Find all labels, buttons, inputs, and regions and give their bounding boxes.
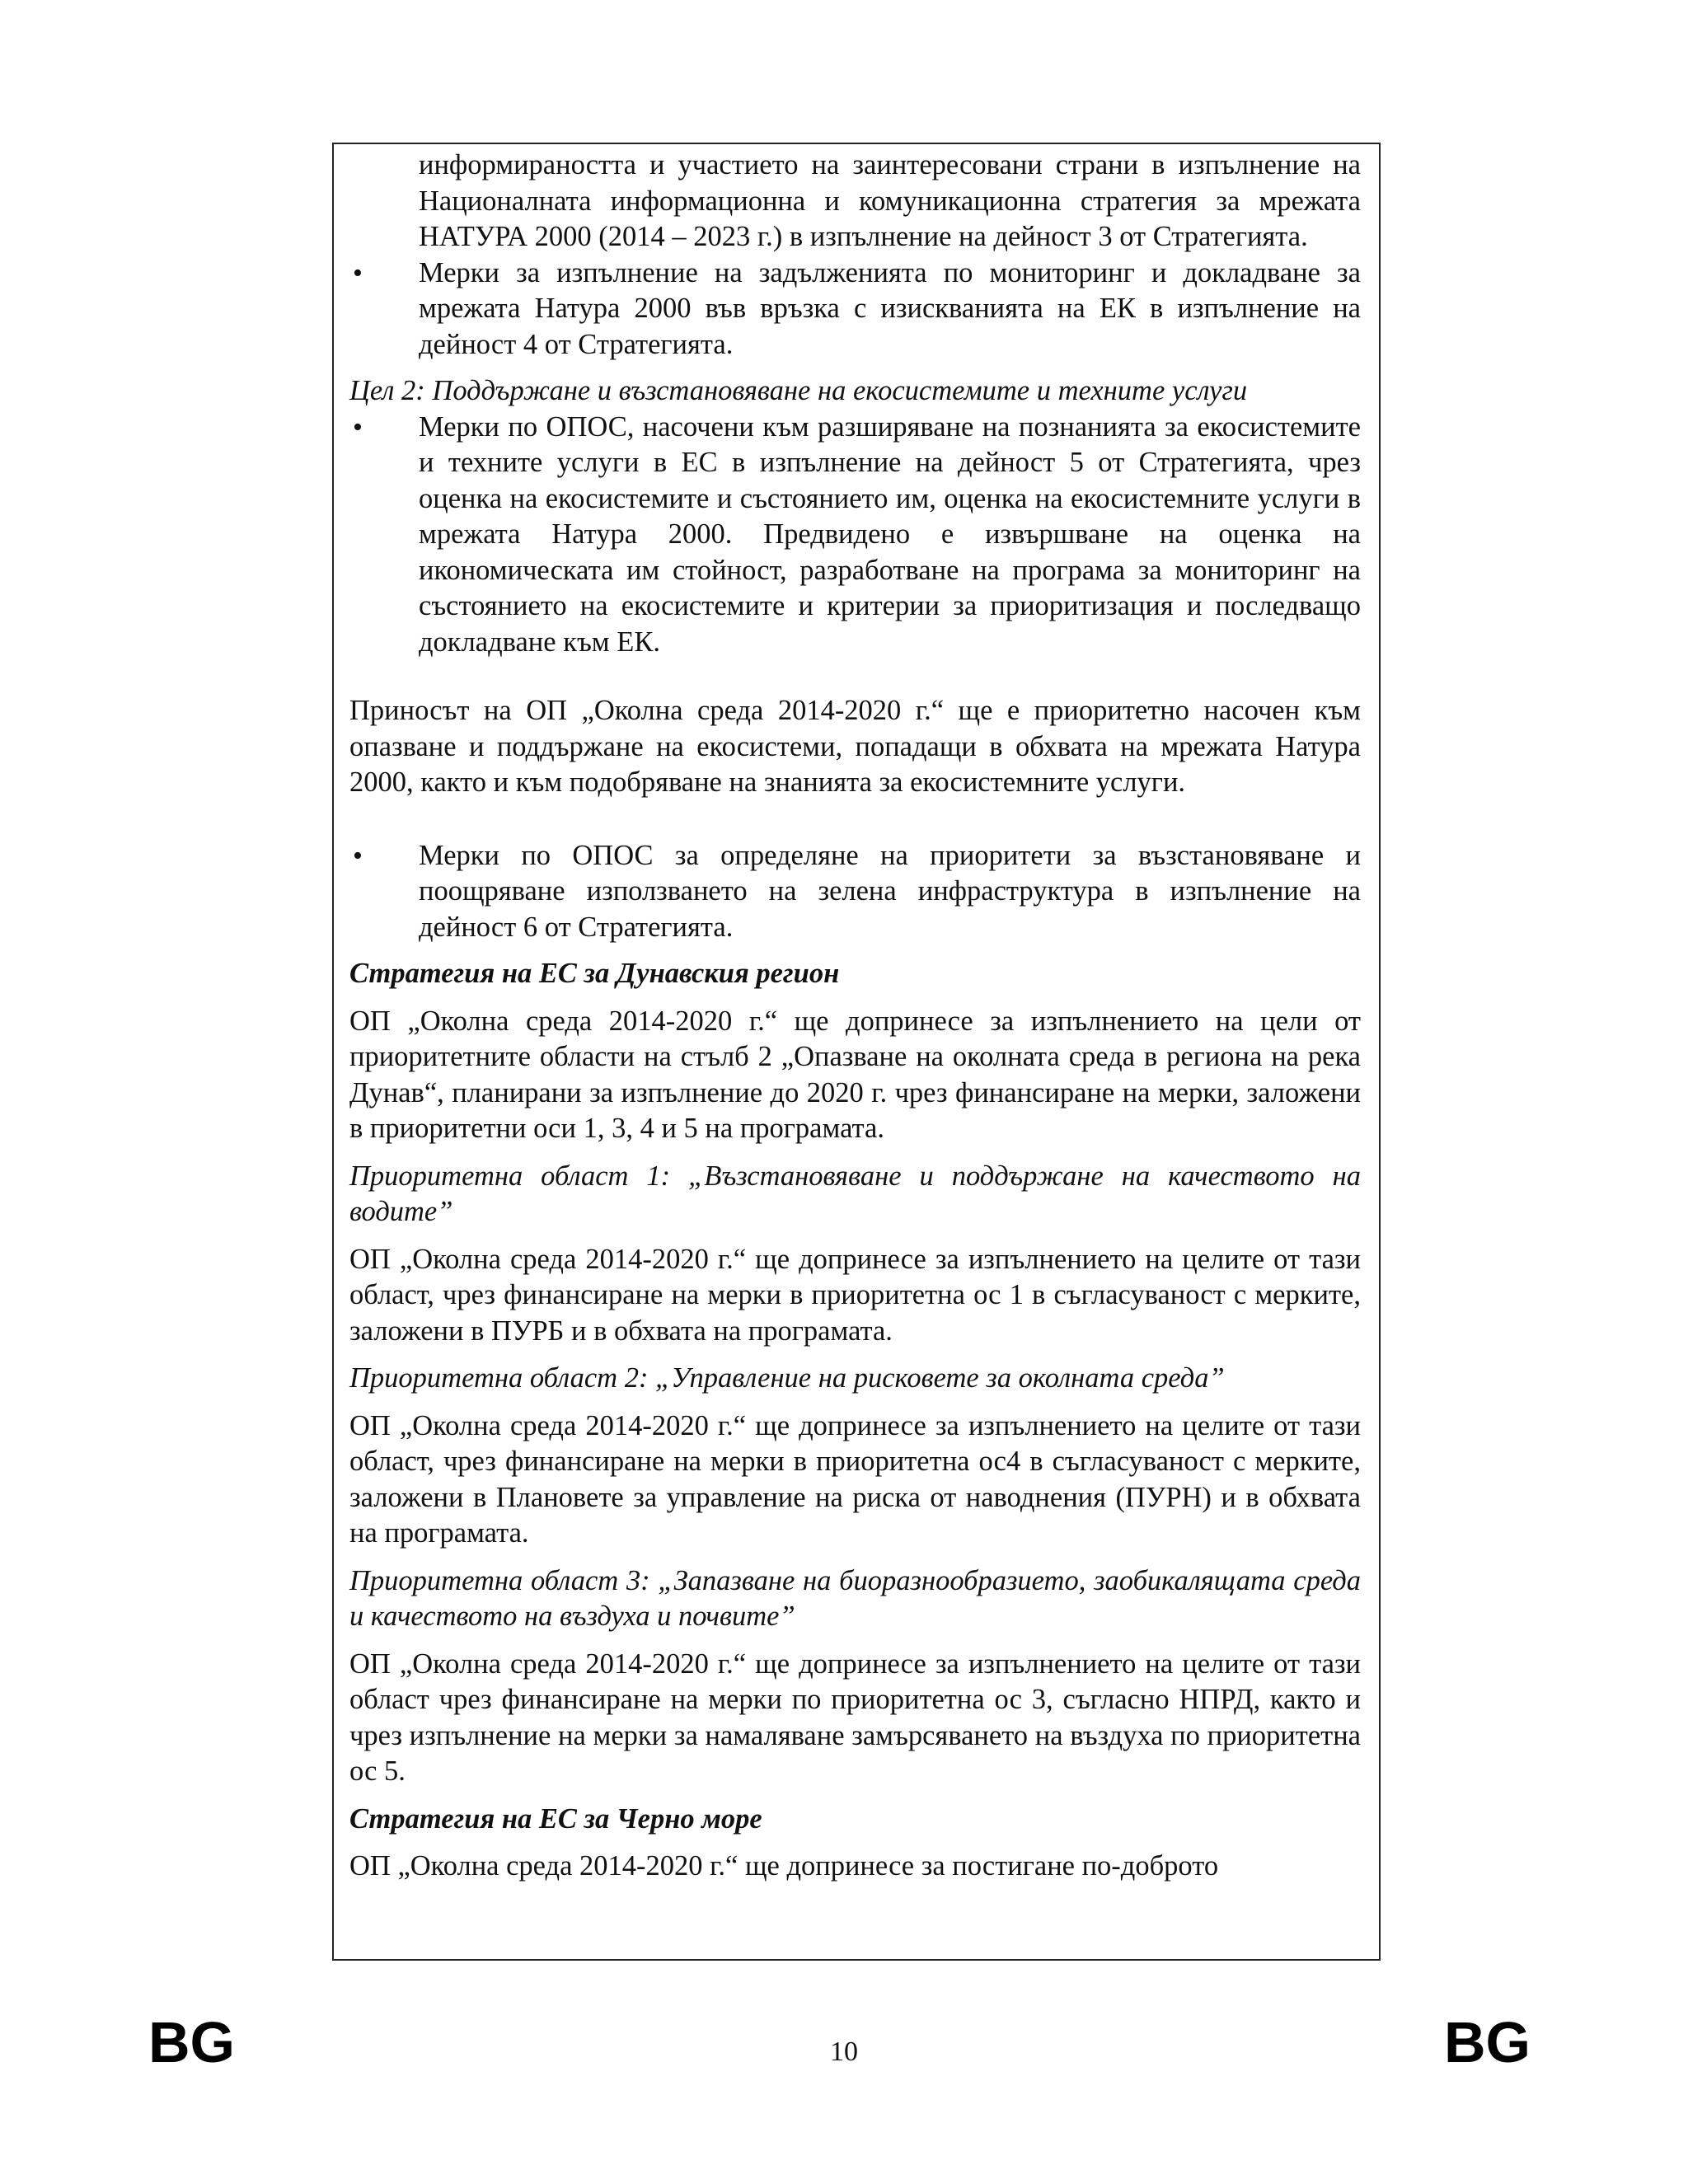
bullet-icon: •	[353, 840, 363, 871]
black-sea-paragraph: ОП „Околна среда 2014-2020 г.“ ще допринесе за постигане по-доброто	[349, 1850, 1219, 1882]
continued-paragraph: информираността и участието на заинтересовани страни в изпълнение на Националната информационна и комуникационна стратегия за мрежата НАТУРА 2000 (2014 – 2023 г.) в изпълнение на дейност 3 от Стратегията.	[419, 149, 1361, 252]
language-mark-left: BG	[148, 2010, 235, 2074]
danube-paragraph: ОП „Околна среда 2014-2020 г.“ ще допринесе за изпълнението на цели от приоритетните области на стълб 2 „Опазване на околната среда в региона на река Дунав“, планирани за изпълнение до 2020 г. чрез финансиране на мерки, заложени в приоритетни оси 1, 3, 4 и 5 на програмата.	[349, 1005, 1361, 1144]
page-number: 10	[830, 2036, 858, 2067]
priority-area-3-heading: Приоритетна област 3: „Запазване на биоразнообразието, заобикалящата среда и качеството на въздуха и почвите”	[349, 1564, 1361, 1632]
contribution-paragraph: Приносът на ОП „Околна среда 2014-2020 г.“ ще е приоритетно насочен към опазване и поддържане на екосистеми, попадащи в обхвата на мрежата Натура 2000, както и към подобряване на знанията за екосистемните услуги.	[349, 695, 1361, 798]
list-item-text: Мерки за изпълнение на задълженията по мониторинг и докладване за мрежата Натура 2000 във връзка с изискванията на ЕК в изпълнение на дейност 4 от Стратегията.	[419, 256, 1361, 360]
priority-area-2-paragraph: ОП „Околна среда 2014-2020 г.“ ще допринесе за изпълнението на целите от тази област, чрез финансиране на мерки в приоритетна ос4 в съгласуваност с мерките, заложени в Плановете за управление на риска от наводнения (ПУРН) и в обхвата на програмата.	[349, 1409, 1361, 1549]
list-item	[349, 410, 1361, 661]
list-item	[349, 838, 1361, 946]
list-item-text: Мерки по ОПОС, насочени към разширяване на познанията за екосистемите и техните услуги в ЕС в изпълнение на дейност 5 от Стратегията, чрез оценка на екосистемите и състоянието им, оценка на екосистемните услуги в мрежата Натура 2000. Предвидено е извършване на оценка на икономическата им стойност, разработване на програма за мониторинг на състоянието на екосистемите и критерии за приоритизация и последващо докладване към ЕК.	[419, 410, 1361, 658]
danube-strategy-heading: Стратегия на ЕС за Дунавския регион	[349, 958, 840, 989]
priority-area-2-heading: Приоритетна област 2: „Управление на рисковете за околната среда”	[349, 1362, 1225, 1394]
priority-area-1-paragraph: ОП „Околна среда 2014-2020 г.“ ще допринесе за изпълнението на целите от тази област, чрез финансиране на мерки в приоритетна ос 1 в съгласуваност с мерките, заложени в ПУРБ и в обхвата на програмата.	[349, 1243, 1361, 1347]
language-mark-right: BG	[1444, 2010, 1531, 2074]
goal2-heading: Цел 2: Поддържане и възстановяване на екосистемите и техните услуги	[349, 375, 1248, 406]
bullet-icon: •	[353, 257, 363, 288]
priority-area-1-heading: Приоритетна област 1: „Възстановяване и поддържане на качеството на водите”	[349, 1160, 1361, 1227]
black-sea-strategy-heading: Стратегия на ЕС за Черно море	[349, 1802, 762, 1835]
content-frame	[332, 143, 1381, 1961]
priority-area-3-paragraph: ОП „Околна среда 2014-2020 г.“ ще допринесе за изпълнението на целите от тази област чрез финансиране на мерки по приоритетна ос 3, съгласно НПРД, както и чрез изпълнение на мерки за намаляване замърсяването на въздуха по приоритетна ос 5.	[349, 1647, 1361, 1787]
list-item	[349, 255, 1361, 363]
bullet-icon: •	[353, 411, 363, 443]
list-item-text: Мерки по ОПОС за определяне на приоритети за възстановяване и поощряване използването на зелена инфраструктура в изпълнение на дейност 6 от Стратегията.	[419, 839, 1361, 943]
